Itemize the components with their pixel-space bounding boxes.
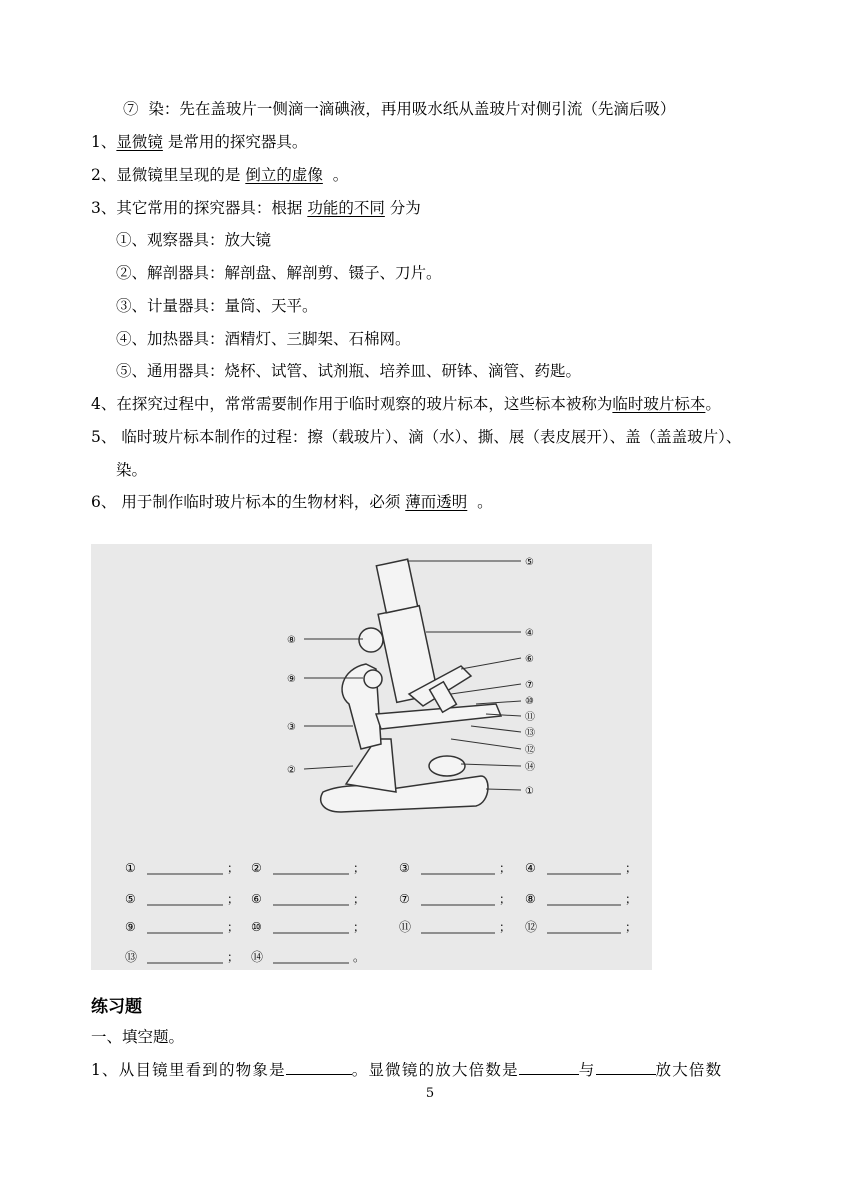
point-1 [91, 132, 307, 152]
answer-separator: ； [353, 892, 366, 906]
answer-separator: ； [353, 861, 366, 875]
fill-answer: 功能的不同 [307, 199, 385, 217]
answer-separator: ； [353, 920, 366, 934]
microscope-base [321, 776, 488, 812]
punct: 。 [332, 166, 349, 184]
callout-label: ⑬ [525, 728, 535, 739]
point-number: 6、 [91, 493, 117, 511]
point-2 [91, 165, 348, 185]
point-text: 在探究过程中，常常需要制作用于临时观察的玻片标本，这些标本被称为 [116, 395, 613, 413]
answer-separator: ； [625, 920, 638, 934]
point-text: 临时玻片标本制作的过程：擦（载玻片）、滴（水）、撕、展（表皮展开）、盖（盖盖玻片）、 [121, 428, 742, 446]
section-title: 一、填空题。 [91, 1028, 185, 1046]
question-text: 从目镜里看到的物象是 [118, 1061, 286, 1079]
point-5-continued: 染。 [116, 461, 148, 479]
answer-separator: ； [499, 920, 512, 934]
answer-blank[interactable] [596, 1060, 656, 1075]
exercise-heading: 练习题 [91, 997, 142, 1017]
answer-separator: ； [227, 892, 240, 906]
microscope-drawing [321, 559, 501, 812]
callout-label: ① [525, 786, 534, 797]
question-1 [91, 1060, 722, 1080]
callout-label: ⑩ [525, 696, 534, 707]
callout-label: ⑭ [525, 762, 535, 773]
point-6 [91, 492, 493, 512]
answer-number: ⑬ [125, 950, 138, 964]
answer-number: ⑥ [251, 892, 262, 906]
point-text: 显微镜里呈现的是 [116, 166, 241, 184]
microscope-figure [91, 544, 652, 970]
point-3 [91, 198, 421, 218]
question-number: 1、 [91, 1061, 119, 1079]
answer-separator: ； [625, 861, 638, 875]
callout-label: ⑥ [525, 654, 534, 665]
callout-label: ② [287, 765, 296, 776]
answer-separator: ； [499, 861, 512, 875]
mirror [429, 756, 465, 776]
answer-number: ① [125, 861, 136, 875]
answer-grid [125, 861, 637, 964]
category-2: ②、解剖器具：解剖盘、解剖剪、镊子、刀片。 [116, 264, 442, 282]
point-4 [91, 394, 721, 414]
answer-number: ③ [399, 861, 410, 875]
point-text: 是常用的探究器具。 [167, 133, 308, 151]
question-text: 。显微镜的放大倍数是 [351, 1061, 519, 1079]
step-7-line [123, 99, 675, 119]
category-1: ①、观察器具：放大镜 [116, 231, 272, 249]
answer-number: ⑤ [125, 892, 136, 906]
callout-label: ⑦ [525, 680, 534, 691]
callout-label: ⑤ [525, 557, 534, 568]
answer-separator: ； [499, 892, 512, 906]
answer-number: ⑩ [251, 920, 262, 934]
microscope-diagram [91, 544, 652, 970]
callout-label: ③ [287, 722, 296, 733]
callout-label: ④ [525, 628, 534, 639]
step-number: ⑦ [123, 100, 139, 118]
answer-number: ② [251, 861, 262, 875]
point-number: 5、 [91, 428, 117, 446]
callout-label: ⑧ [287, 635, 296, 646]
answer-separator: ； [227, 950, 240, 964]
point-number: 4、 [91, 395, 117, 413]
category-4: ④、加热器具：酒精灯、三脚架、石棉网。 [116, 330, 411, 348]
answer-number: ④ [525, 861, 536, 875]
answer-end: 。 [353, 950, 366, 964]
question-text: 与 [578, 1061, 596, 1079]
coarse-knob [359, 628, 383, 652]
point-number: 1、 [91, 133, 117, 151]
callout-label: ⑨ [287, 674, 296, 685]
category-5: ⑤、通用器具：烧杯、试管、试剂瓶、培养皿、研钵、滴管、药匙。 [116, 362, 582, 380]
question-text: 放大倍数 [655, 1061, 723, 1079]
callout-label: ⑫ [525, 745, 535, 756]
answer-blank[interactable] [286, 1060, 352, 1075]
microscope-stage [376, 704, 501, 729]
answer-number: ⑧ [525, 892, 536, 906]
point-5 [91, 427, 741, 447]
answer-blank[interactable] [519, 1060, 579, 1075]
fill-answer: 倒立的虚像 [245, 166, 323, 184]
fill-answer: 薄而透明 [405, 493, 468, 511]
point-number: 2、 [91, 166, 117, 184]
point-number: 3、 [91, 199, 117, 217]
fill-answer: 显微镜 [116, 133, 163, 151]
step-text: 染：先在盖玻片一侧滴一滴碘液，再用吸水纸从盖玻片对侧引流（先滴后吸） [148, 100, 676, 118]
answer-number: ⑨ [125, 920, 136, 934]
eyepiece [376, 559, 417, 613]
page-number: 5 [425, 1086, 435, 1101]
fill-answer: 临时玻片标本 [612, 395, 706, 413]
answer-separator: ； [625, 892, 638, 906]
answer-number: ⑫ [525, 920, 538, 934]
point-text: 用于制作临时玻片标本的生物材料，必须 [121, 493, 401, 511]
callout-label: ⑪ [525, 712, 535, 723]
point-text: 分为 [389, 199, 421, 217]
category-3: ③、计量器具：量筒、天平。 [116, 297, 318, 315]
point-text: 其它常用的探究器具：根据 [116, 199, 303, 217]
punct: 。 [477, 493, 493, 511]
answer-number: ⑪ [399, 920, 412, 934]
answer-separator: ； [227, 861, 240, 875]
answer-number: ⑭ [251, 950, 264, 964]
answer-number: ⑦ [399, 892, 410, 906]
punct: 。 [705, 395, 721, 413]
answer-separator: ； [227, 920, 240, 934]
fine-knob [364, 670, 382, 688]
